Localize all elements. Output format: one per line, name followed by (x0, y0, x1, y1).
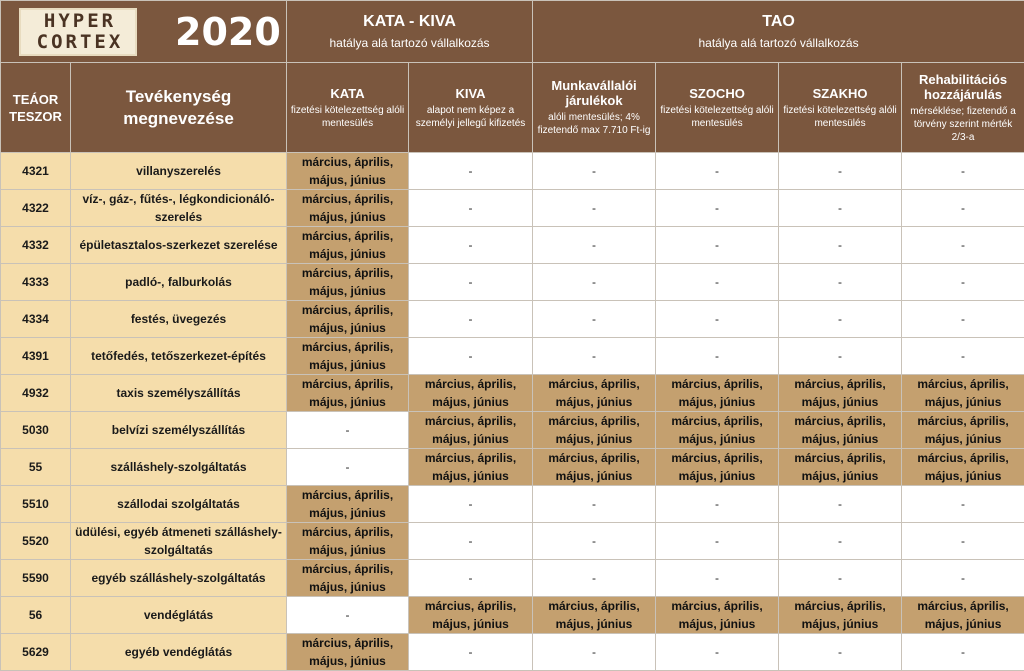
logo-line1: HYPER (43, 9, 117, 32)
group-title-kata-kiva: KATA - KIVA (363, 13, 456, 30)
no-benefit-cell: - (533, 560, 656, 597)
teaor-code-cell: 56 (1, 597, 71, 634)
months-line1: március, április, (301, 562, 394, 576)
no-benefit-cell: - (409, 634, 533, 671)
benefit-months-cell (287, 560, 409, 597)
no-benefit-cell: - (779, 153, 902, 190)
col-header-teaor (1, 63, 71, 153)
months-line2: május, június (309, 543, 386, 557)
benefit-months-cell (287, 634, 409, 671)
col-header-szakho (779, 63, 902, 153)
benefit-months-cell (779, 449, 902, 486)
months-line2: május, június (432, 432, 509, 446)
activity-name-cell: villanyszerelés (71, 153, 287, 190)
teaor-code-cell: 55 (1, 449, 71, 486)
activity-name-cell: vendéglátás (71, 597, 287, 634)
months-line2: május, június (924, 617, 1002, 631)
months-line1: március, április, (917, 377, 1009, 391)
months-line2: május, június (309, 358, 386, 372)
benefit-months-cell (902, 597, 1024, 634)
months-line2: május, június (555, 432, 633, 446)
col-header-rehab (902, 63, 1024, 153)
months-line2: május, június (924, 432, 1002, 446)
szocho-sub: fizetési kötelezettség alóli mentesülés (660, 104, 774, 129)
months-line2: május, június (924, 395, 1002, 409)
no-benefit-cell: - (902, 523, 1024, 560)
logo-line2: CORTEX (36, 30, 124, 53)
months-line2: május, június (678, 469, 756, 483)
activity-name-cell: festés, üvegezés (71, 301, 287, 338)
no-benefit-cell: - (902, 190, 1024, 227)
activity-name-cell: belvízi személyszállítás (71, 412, 287, 449)
benefit-months-cell (287, 153, 409, 190)
no-benefit-cell: - (902, 560, 1024, 597)
no-benefit-cell: - (779, 560, 902, 597)
group-header-tao (533, 1, 1024, 63)
table-row (1, 338, 1024, 375)
months-line1: március, április, (424, 599, 517, 613)
months-line1: március, április, (794, 414, 886, 428)
months-line2: május, június (555, 395, 633, 409)
benefit-months-cell (533, 375, 656, 412)
months-line1: március, április, (671, 599, 763, 613)
hypercortex-logo (19, 8, 137, 56)
benefit-months-cell (409, 412, 533, 449)
months-line1: március, április, (301, 340, 394, 354)
months-line1: március, április, (917, 599, 1009, 613)
no-benefit-cell: - (779, 523, 902, 560)
no-benefit-cell: - (656, 523, 779, 560)
months-line1: március, április, (794, 451, 886, 465)
no-benefit-cell: - (533, 227, 656, 264)
col-header-kata (287, 63, 409, 153)
months-line2: május, június (432, 395, 509, 409)
months-line2: május, június (678, 617, 756, 631)
benefit-months-cell (902, 449, 1024, 486)
year-title: 2020 (175, 9, 281, 54)
benefit-months-cell (779, 412, 902, 449)
activity-name-cell: szállodai szolgáltatás (71, 486, 287, 523)
months-line2: május, június (678, 432, 756, 446)
teaor-code-cell: 4333 (1, 264, 71, 301)
teaor-line2: TESZOR (9, 108, 62, 124)
table-body (1, 153, 1024, 671)
benefit-months-cell (779, 375, 902, 412)
months-line1: március, április, (301, 525, 394, 539)
col-header-szocho (656, 63, 779, 153)
no-benefit-cell: - (656, 486, 779, 523)
no-benefit-cell: - (533, 523, 656, 560)
activity-name-cell: épületasztalos-szerkezet szerelése (71, 227, 287, 264)
months-line1: március, április, (424, 414, 517, 428)
table-row (1, 153, 1024, 190)
teaor-code-cell: 4322 (1, 190, 71, 227)
months-line1: március, április, (548, 599, 640, 613)
months-line1: március, április, (548, 451, 640, 465)
teaor-code-cell: 4332 (1, 227, 71, 264)
benefit-months-cell (287, 227, 409, 264)
table-row (1, 634, 1024, 671)
activity-name-cell: taxis személyszállítás (71, 375, 287, 412)
months-line2: május, június (309, 580, 386, 594)
teaor-code-cell: 4334 (1, 301, 71, 338)
months-line2: május, június (432, 617, 509, 631)
szakho-title: SZAKHO (812, 85, 868, 101)
activity-line2: megnevezése (123, 108, 234, 128)
months-line2: május, június (309, 247, 386, 261)
months-line2: május, június (309, 173, 386, 187)
table-row (1, 301, 1024, 338)
no-benefit-cell: - (779, 338, 902, 375)
benefit-months-cell (656, 412, 779, 449)
months-line1: március, április, (548, 377, 640, 391)
no-benefit-cell: - (656, 338, 779, 375)
activity-name-cell: padló-, falburkolás (71, 264, 287, 301)
no-benefit-cell: - (779, 301, 902, 338)
teaor-code-cell: 4932 (1, 375, 71, 412)
no-benefit-cell: - (902, 153, 1024, 190)
teaor-code-cell: 5510 (1, 486, 71, 523)
no-benefit-cell: - (533, 153, 656, 190)
no-benefit-cell: - (409, 523, 533, 560)
col-header-kiva (409, 63, 533, 153)
months-line2: május, június (309, 321, 386, 335)
teaor-code-cell: 5520 (1, 523, 71, 560)
no-benefit-cell: - (533, 190, 656, 227)
table-row (1, 375, 1024, 412)
months-line1: március, április, (424, 451, 517, 465)
months-line1: március, április, (301, 192, 394, 206)
no-benefit-cell: - (902, 264, 1024, 301)
activity-name-cell: tetőfedés, tetőszerkezet-építés (71, 338, 287, 375)
months-line1: március, április, (301, 303, 394, 317)
months-line1: március, április, (671, 377, 763, 391)
months-line1: március, április, (424, 377, 517, 391)
benefit-months-cell (287, 264, 409, 301)
benefit-months-cell (533, 412, 656, 449)
no-benefit-cell: - (533, 264, 656, 301)
table-row (1, 412, 1024, 449)
activity-name-cell: üdülési, egyéb átmeneti szálláshely-szolgáltatás (71, 523, 287, 560)
table-row (1, 486, 1024, 523)
no-benefit-cell: - (656, 301, 779, 338)
kata-sub: fizetési kötelezettség alóli mentesülés (290, 104, 405, 129)
months-line1: március, április, (301, 377, 394, 391)
no-benefit-cell: - (902, 301, 1024, 338)
rehab-title: Rehabilitációs hozzájárulás (918, 71, 1008, 102)
months-line2: május, június (555, 469, 633, 483)
activity-name-cell: egyéb szálláshely-szolgáltatás (71, 560, 287, 597)
teaor-code-cell: 5590 (1, 560, 71, 597)
benefit-months-cell (902, 375, 1024, 412)
no-benefit-cell: - (902, 486, 1024, 523)
benefit-months-cell (287, 486, 409, 523)
no-benefit-cell: - (779, 486, 902, 523)
col-header-activity (71, 63, 287, 153)
group-subtitle-tao: hatálya alá tartozó vállalkozás (698, 36, 859, 50)
group-subtitle-kata-kiva: hatálya alá tartozó vállalkozás (329, 36, 490, 50)
no-benefit-cell: - (656, 190, 779, 227)
benefit-months-cell (533, 597, 656, 634)
months-line1: március, április, (301, 155, 394, 169)
months-line2: május, június (801, 395, 879, 409)
teaor-code-cell: 5030 (1, 412, 71, 449)
months-line1: március, április, (301, 266, 394, 280)
months-line1: március, április, (301, 488, 394, 502)
no-benefit-cell: - (779, 190, 902, 227)
no-benefit-cell: - (656, 560, 779, 597)
months-line2: május, június (309, 210, 386, 224)
munkavallaloi-sub: alóli mentesülés; 4% fizetendő max 7.710 Ft-ig (537, 112, 651, 136)
no-benefit-cell: - (533, 301, 656, 338)
months-line2: május, június (309, 284, 386, 298)
teaor-code-cell: 5629 (1, 634, 71, 671)
no-benefit-cell: - (287, 412, 409, 449)
no-benefit-cell: - (656, 264, 779, 301)
benefit-months-cell (409, 597, 533, 634)
benefit-months-cell (409, 449, 533, 486)
no-benefit-cell: - (656, 634, 779, 671)
szakho-sub: fizetési kötelezettség alóli mentesülés (783, 104, 897, 129)
no-benefit-cell: - (287, 597, 409, 634)
months-line2: május, június (309, 395, 386, 409)
table-row (1, 190, 1024, 227)
activity-name-cell: víz-, gáz-, fűtés-, légkondicionáló-szerelés (71, 190, 287, 227)
logo-header-cell (1, 1, 287, 63)
months-line2: május, június (801, 432, 879, 446)
no-benefit-cell: - (902, 338, 1024, 375)
benefit-months-cell (902, 412, 1024, 449)
benefit-months-cell (656, 375, 779, 412)
no-benefit-cell: - (409, 338, 533, 375)
kata-title: KATA (330, 85, 365, 101)
months-line2: május, június (801, 617, 879, 631)
munkavallaloi-title: Munkavállalói járulékok (551, 78, 637, 108)
benefit-months-cell (656, 597, 779, 634)
group-title-tao: TAO (762, 13, 795, 30)
benefit-months-cell (533, 449, 656, 486)
benefit-months-cell (287, 301, 409, 338)
table-row (1, 523, 1024, 560)
months-line1: március, április, (301, 229, 394, 243)
no-benefit-cell: - (656, 153, 779, 190)
activity-name-cell: egyéb vendéglátás (71, 634, 287, 671)
rehab-sub: mérséklése; fizetendő a törvény szerint mérték 2/3-a (910, 105, 1016, 143)
months-line1: március, április, (794, 377, 886, 391)
group-header-kata-kiva (287, 1, 533, 63)
benefit-months-cell (287, 338, 409, 375)
no-benefit-cell: - (902, 634, 1024, 671)
no-benefit-cell: - (409, 264, 533, 301)
kiva-sub: alapot nem képez a személyi jellegű kifizetés (415, 104, 526, 129)
teaor-code-cell: 4321 (1, 153, 71, 190)
benefit-months-cell (287, 523, 409, 560)
table-row (1, 449, 1024, 486)
no-benefit-cell: - (409, 153, 533, 190)
months-line1: március, április, (671, 414, 763, 428)
benefit-months-cell (287, 190, 409, 227)
table-row (1, 560, 1024, 597)
months-line1: március, április, (301, 636, 394, 650)
no-benefit-cell: - (902, 227, 1024, 264)
table-row (1, 597, 1024, 634)
no-benefit-cell: - (409, 486, 533, 523)
no-benefit-cell: - (409, 227, 533, 264)
months-line1: március, április, (548, 414, 640, 428)
months-line1: március, április, (671, 451, 763, 465)
teaor-line1: TEÁOR (12, 91, 59, 107)
no-benefit-cell: - (409, 190, 533, 227)
months-line2: május, június (678, 395, 756, 409)
no-benefit-cell: - (779, 227, 902, 264)
months-line2: május, június (801, 469, 879, 483)
no-benefit-cell: - (779, 634, 902, 671)
months-line1: március, április, (917, 451, 1009, 465)
no-benefit-cell: - (409, 301, 533, 338)
no-benefit-cell: - (533, 486, 656, 523)
no-benefit-cell: - (656, 227, 779, 264)
months-line1: március, április, (794, 599, 886, 613)
teaor-code-cell: 4391 (1, 338, 71, 375)
benefit-months-cell (287, 375, 409, 412)
activity-name-cell: szálláshely-szolgáltatás (71, 449, 287, 486)
table-row (1, 227, 1024, 264)
months-line2: május, június (555, 617, 633, 631)
activity-line1: Tevékenység (125, 86, 232, 106)
no-benefit-cell: - (533, 634, 656, 671)
benefit-months-cell (779, 597, 902, 634)
benefit-months-cell (409, 375, 533, 412)
no-benefit-cell: - (533, 338, 656, 375)
col-header-munkavallaloi (533, 63, 656, 153)
no-benefit-cell: - (779, 264, 902, 301)
months-line2: május, június (432, 469, 509, 483)
kiva-title: KIVA (455, 85, 486, 101)
table-row (1, 264, 1024, 301)
no-benefit-cell: - (287, 449, 409, 486)
szocho-title: SZOCHO (689, 85, 745, 101)
months-line1: március, április, (917, 414, 1009, 428)
benefit-months-cell (656, 449, 779, 486)
months-line2: május, június (309, 506, 386, 520)
months-line2: május, június (309, 654, 386, 668)
no-benefit-cell: - (409, 560, 533, 597)
months-line2: május, június (924, 469, 1002, 483)
